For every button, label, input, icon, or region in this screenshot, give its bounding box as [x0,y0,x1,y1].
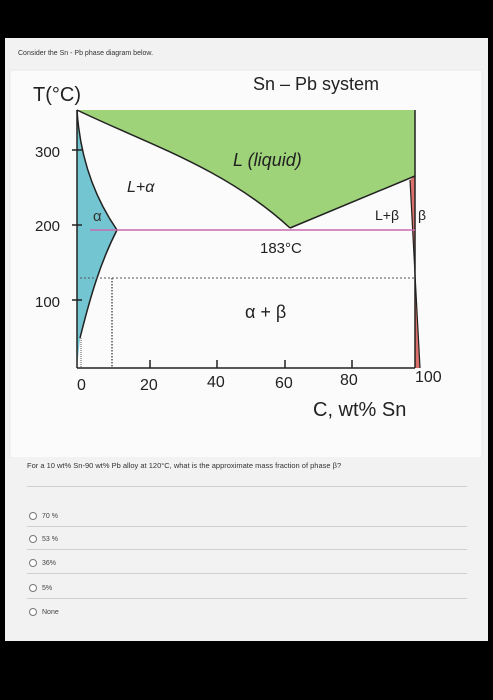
x-tick-label-80: 80 [340,372,358,389]
diagram-title: Sn – Pb system [253,74,380,94]
option-5[interactable] [29,608,59,616]
option-2[interactable] [29,535,58,543]
option-label: 5% [42,584,53,592]
question-card [5,38,488,641]
x-tick-label-60: 60 [275,375,293,392]
option-label: 53 % [42,535,58,543]
radio-icon[interactable] [29,608,37,616]
x-tick-label-0: 0 [77,377,86,394]
x-tick-label-20: 20 [140,377,158,394]
radio-icon[interactable] [29,535,37,543]
l-alpha-label: L+α [127,179,155,196]
phase-diagram [5,38,488,458]
divider [27,549,467,550]
alpha-label: α [93,208,102,225]
y-axis-label: T(°C) [33,84,81,106]
y-tick-label-300: 300 [35,144,61,161]
question-text: For a 10 wt% Sn-90 wt% Pb alloy at 120°C, what is the approximate mass fraction of phase β? [27,461,342,470]
option-4[interactable] [29,584,52,592]
x-tick-label-100: 100 [415,369,442,386]
eutectic-temp-label: 183°C [260,240,302,257]
liquid-label: L (liquid) [233,150,302,170]
y-tick-label-200: 200 [35,218,61,235]
radio-icon[interactable] [29,559,37,567]
radio-icon[interactable] [29,584,37,592]
y-tick-label-100: 100 [35,294,61,311]
divider [27,573,467,574]
beta-label: β [418,207,427,223]
divider [27,526,467,527]
option-1[interactable] [29,512,58,520]
divider [27,598,467,599]
divider [27,486,467,487]
option-label: None [42,608,59,616]
option-label: 36% [42,559,57,567]
l-beta-label: L+β [375,207,400,223]
radio-icon[interactable] [29,512,37,520]
x-axis-label: C, wt% Sn [313,399,407,421]
option-label: 70 % [42,512,58,520]
alpha-beta-label: α + β [245,302,287,322]
prompt-text: Consider the Sn - Pb phase diagram below. [18,50,154,57]
option-3[interactable] [29,559,56,567]
x-tick-label-40: 40 [207,374,225,391]
